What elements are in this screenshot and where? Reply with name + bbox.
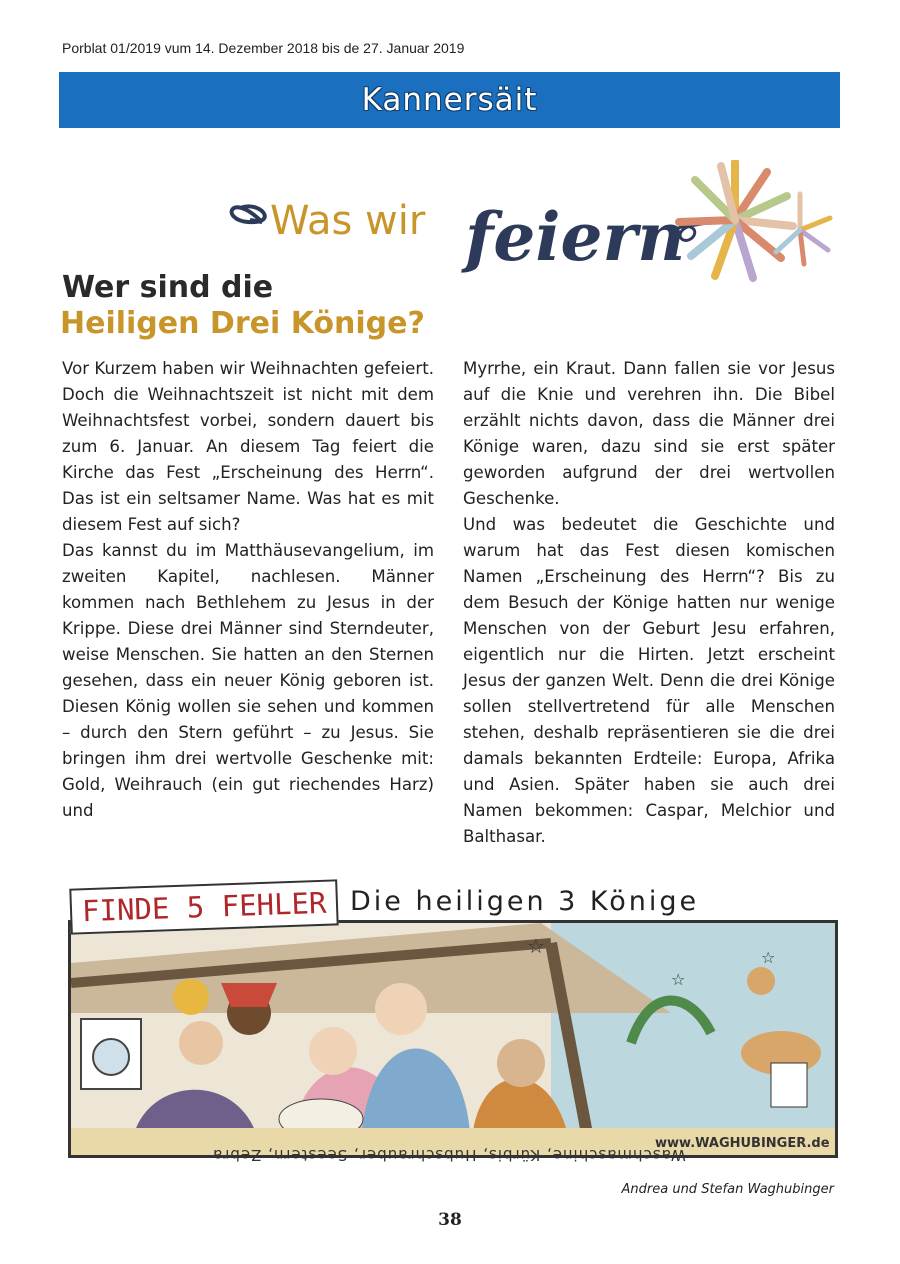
section-title: Kannersäit: [361, 82, 538, 118]
svg-text:☆: ☆: [527, 934, 545, 958]
logo-was-wir: Was wir: [270, 198, 426, 244]
section-banner: [59, 72, 840, 128]
paragraph: Das kannst du im Matthäusevangelium, im zweiten Kapitel, nachlesen. Männer kommen nach Bethlehem zu Jesus in der Krippe. Diese drei Männer sind Sterndeuter, weise Menschen. Sie hatten an den Sternen gesehen, dass ein neuer König geboren ist. Diesen König wollen sie sehen und kommen – durch den Stern geführt – zu Jesus. Sie bringen ihm drei wertvolle Geschenke mit: Gold, Weihrauch (ein gut riechendes Harz) und: [62, 541, 434, 820]
article-title-line2: Heiligen Drei Könige?: [60, 306, 425, 341]
article-column-left: [62, 356, 434, 824]
logo-feiern: feiern: [465, 198, 686, 276]
spot-the-difference-puzzle: [62, 876, 838, 1172]
nativity-illustration: [68, 920, 838, 1158]
article-column-right: [463, 356, 835, 850]
article-title-line1: Wer sind die: [62, 270, 274, 305]
was-wir-feiern-logo: [220, 160, 840, 300]
issue-header: Porblat 01/2019 vum 14. Dezember 2018 bis de 27. Januar 2019: [62, 40, 465, 56]
page-number: 38: [438, 1210, 462, 1230]
illustration-credit: Andrea und Stefan Waghubinger: [621, 1182, 834, 1197]
puzzle-title: Die heiligen 3 Könige: [350, 886, 700, 917]
svg-text:☆: ☆: [671, 970, 686, 989]
paragraph: Vor Kurzem haben wir Weihnachten gefeiert. Doch die Weihnachtszeit ist nicht mit dem Weihnachtsfest vorbei, sondern dauert bis zum 6. Januar. An diesem Tag feiert die Kirche das Fest „Erscheinung des Herrn“. Das ist ein seltsamer Name. Was hat es mit diesem Fest auf sich?: [62, 359, 434, 534]
svg-text:☆: ☆: [761, 948, 776, 967]
nativity-scene-icon: [71, 923, 835, 1155]
finde-fehler-label: FINDE 5 FEHLER: [69, 879, 339, 934]
starburst-icon: [679, 162, 793, 278]
paragraph: Und was bedeutet die Geschichte und warum hat das Fest diesen komischen Namen „Erscheinung des Herrn“? Bis zu dem Besuch der Könige hatten nur wenige Menschen von der Geburt Jesu erfahren, eigentlich nur die Hirten. Jetzt erscheint Jesus der ganzen Welt. Denn die drei Könige sollen stellvertretend für alle Menschen stehen, deshalb repräsentieren sie die drei damals bekannten Erdteile: Europa, Afrika und Asien. Später haben sie auch drei Namen bekommen: Caspar, Melchior und Balthasar.: [463, 515, 835, 846]
puzzle-solution-upside-down: Waschmaschine, Kürbis, Hubschrauber, Seestern, Zebra: [212, 1146, 686, 1164]
watermark-text: www.WAGHUBINGER.de: [655, 1136, 830, 1151]
paragraph: Myrrhe, ein Kraut. Dann fallen sie vor Jesus auf die Knie und verehren ihn. Die Bibel erzählt nichts davon, dass die Männer drei Könige waren, dazu sind sie erst später geworden aufgrund der drei wertvollen Geschenke.: [463, 359, 835, 508]
